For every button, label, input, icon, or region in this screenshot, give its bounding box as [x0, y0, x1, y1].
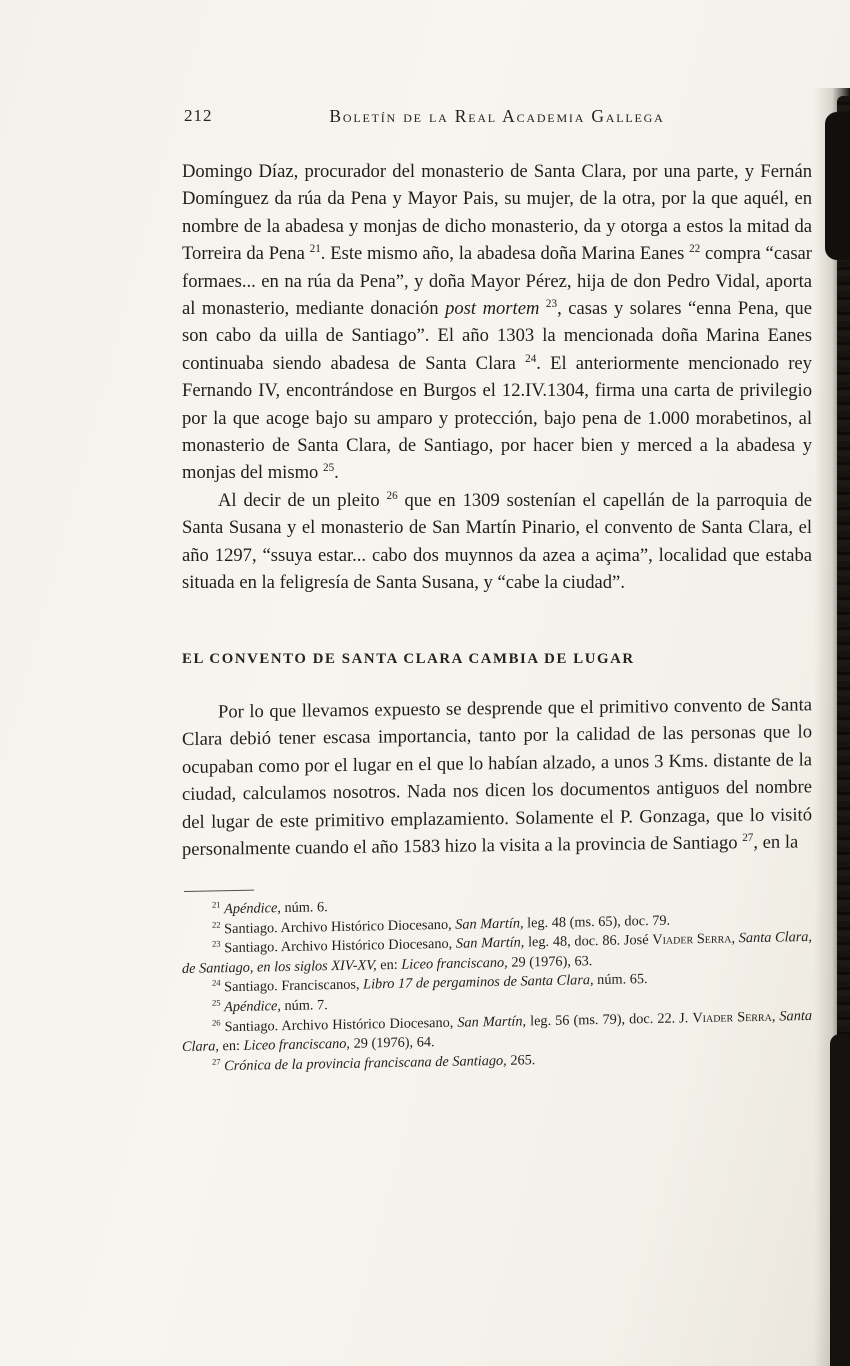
footnote-22: $^{22}$ Santiago. Archivo Histórico Diocesano, San Martín, leg. 48 (ms. 65), doc. 79.	[212, 912, 671, 937]
footnote-27: $^{27}$ Crónica de la provincia franciscana de Santiago, 265.	[212, 1051, 536, 1074]
page-number: 212	[184, 106, 213, 125]
scan-gutter-blob-top	[825, 112, 850, 260]
footnote-23: $^{23}$ Santiago. Archivo Histórico Diocesano, San Martín, leg. 48, doc. 86. José Viader Serra, Santa Clara, de Santiago, en los siglos XIV-XV, en: Liceo franciscano, 29 (1976), 63.	[182, 929, 812, 977]
page-header	[182, 104, 812, 130]
text-column	[182, 158, 812, 1077]
scan-gutter-blob-bottom	[830, 1034, 850, 1366]
footnotes-section	[182, 879, 812, 1077]
paragraph-3: Por lo que llevamos expuesto se desprende que el primitivo convento de Santa Clara debió tener escasa importancia, tanto por la calidad de las personas que lo ocupaban como por el lugar en el que lo habían alzado, a unos 3 Kms. distante de la ciudad, calculamos nosotros. Nada nos dicen los documentos antiguos del nombre del lugar de este primitivo emplazamiento. Solamente el P. Gonzaga, que lo visitó personalmente cuando el año 1583 hizo la visita a la provincia de Santiago $^{27}$, en la	[182, 693, 812, 860]
footnote-21: $^{21}$ Apéndice, núm. 6.	[212, 899, 328, 918]
paragraph-2: Al decir de un pleito $^{26}$ que en 1309 sostenían el capellán de la parroquia de Santa Susana y el monasterio de San Martín Pinario, el convento de Santa Clara, el año 1297, “ssuya estar... cabo dos muynnos da azea a açima”, localidad que estaba situada en la feligresía de Santa Susana, y “cabe la ciudad”.	[182, 489, 813, 594]
footnote-26: $^{26}$ Santiago. Archivo Histórico Diocesano, San Martín, leg. 56 (ms. 79), doc. 22. J. Viader Serra, Santa Clara, en: Liceo franciscano, 29 (1976), 64.	[182, 1007, 812, 1056]
journal-title: Boletín de la Real Academia Gallega	[329, 106, 665, 126]
footnote-25: $^{25}$ Apéndice, núm. 7.	[212, 997, 328, 1016]
section-heading: EL CONVENTO DE SANTA CLARA CAMBIA DE LUGAR	[182, 650, 635, 667]
paragraph-1: Domingo Díaz, procurador del monasterio de Santa Clara, por una parte, y Fernán Domínguez da rúa da Pena y Mayor Pais, su mujer, de la otra, por la que aquél, en nombre de la abadesa y monjas de dicho monasterio, da y otorga a estos la mitad da Torreira da Pena $^{21}$. Este mismo año, la abadesa doña Marina Eanes $^{22}$ compra “casar formaes... en na rúa da Pena”, y doña Mayor Pérez, hija de don Pedro Vidal, aporta al monasterio, mediante donación post mortem $^{23}$, casas y solares “enna Pena, que son cabo da uilla de Santiago”. El año 1303 la mencionada doña Marina Eanes continuaba siendo abadesa de Santa Clara $^{24}$. El anteriormente mencionado rey Fernando IV, encontrándose en Burgos el 12.IV.1304, firma una carta de privilegio por la que acoge bajo su amparo y protección, bajo pena de 1.000 morabetinos, al monasterio de Santa Clara, de Santiago, por hacer bien y merced a la abadesa y monjas del mismo $^{25}$.	[182, 161, 813, 484]
footnote-separator-rule	[184, 890, 254, 892]
footnote-24: $^{24}$ Santiago. Franciscanos, Libro 17 de pergaminos de Santa Clara, núm. 65.	[212, 971, 648, 996]
